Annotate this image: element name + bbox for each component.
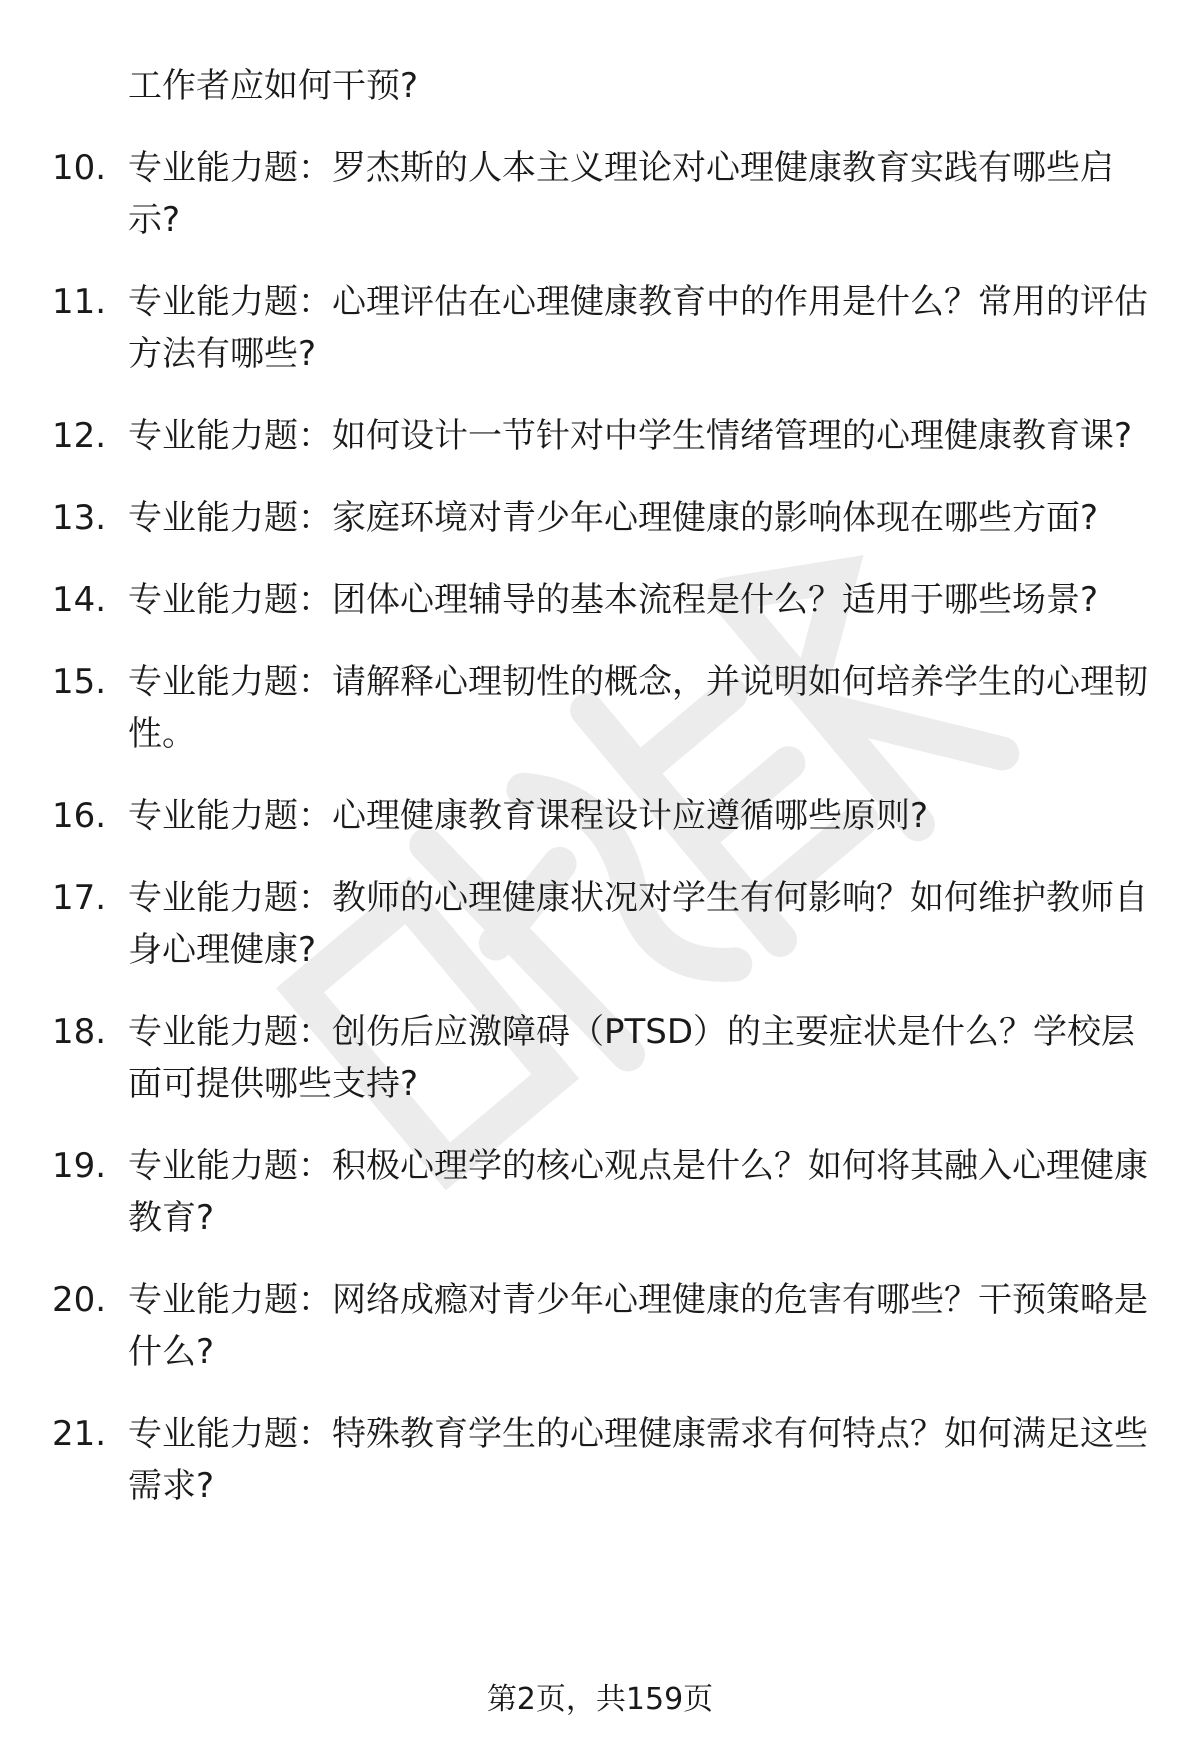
question-text: 专业能力题：特殊教育学生的心理健康需求有何特点？如何满足这些需求? xyxy=(128,1414,1148,1506)
question-text: 专业能力题：如何设计一节针对中学生情绪管理的心理健康教育课? xyxy=(128,416,1133,456)
question-number: 13. xyxy=(52,498,107,538)
question-number: 18. xyxy=(52,1012,107,1052)
question-item xyxy=(0,492,1200,544)
question-item xyxy=(0,142,1200,246)
question-number: 20. xyxy=(52,1280,107,1320)
question-number: 15. xyxy=(52,662,107,702)
question-number: 21. xyxy=(52,1414,107,1454)
question-item xyxy=(0,1408,1200,1512)
question-item xyxy=(0,656,1200,760)
question-text: 专业能力题：创伤后应激障碍（PTSD）的主要症状是什么？学校层面可提供哪些支持? xyxy=(128,1012,1136,1104)
question-item xyxy=(0,574,1200,626)
question-text: 专业能力题：家庭环境对青少年心理健康的影响体现在哪些方面? xyxy=(128,498,1099,538)
question-text: 专业能力题：请解释心理韧性的概念，并说明如何培养学生的心理韧性。 xyxy=(128,662,1148,754)
question-item xyxy=(0,1006,1200,1110)
question-item xyxy=(0,790,1200,842)
question-number: 12. xyxy=(52,416,107,456)
question-text: 专业能力题：心理健康教育课程设计应遵循哪些原则? xyxy=(128,796,929,836)
question-item xyxy=(0,410,1200,462)
question-number: 11. xyxy=(52,282,107,322)
question-number: 16. xyxy=(52,796,107,836)
question-number: 14. xyxy=(52,580,107,620)
question-text: 专业能力题：教师的心理健康状况对学生有何影响？如何维护教师自身心理健康? xyxy=(128,878,1148,970)
question-list xyxy=(0,142,1200,1542)
question-text: 专业能力题：罗杰斯的人本主义理论对心理健康教育实践有哪些启示? xyxy=(128,148,1114,240)
question-number: 17. xyxy=(52,878,107,918)
question-text: 专业能力题：团体心理辅导的基本流程是什么？适用于哪些场景? xyxy=(128,580,1099,620)
question-number: 10. xyxy=(52,148,107,188)
continuation-text: 工作者应如何干预? xyxy=(128,66,419,106)
question-item xyxy=(0,1274,1200,1378)
question-text: 专业能力题：积极心理学的核心观点是什么？如何将其融入心理健康教育? xyxy=(128,1146,1148,1238)
page-footer: 第2页，共159页 xyxy=(486,1682,714,1717)
question-text: 专业能力题：心理评估在心理健康教育中的作用是什么？常用的评估方法有哪些? xyxy=(128,282,1148,374)
question-item xyxy=(0,872,1200,976)
question-item xyxy=(0,276,1200,380)
question-number: 19. xyxy=(52,1146,107,1186)
question-item xyxy=(0,1140,1200,1244)
question-text: 专业能力题：网络成瘾对青少年心理健康的危害有哪些？干预策略是什么? xyxy=(128,1280,1148,1372)
